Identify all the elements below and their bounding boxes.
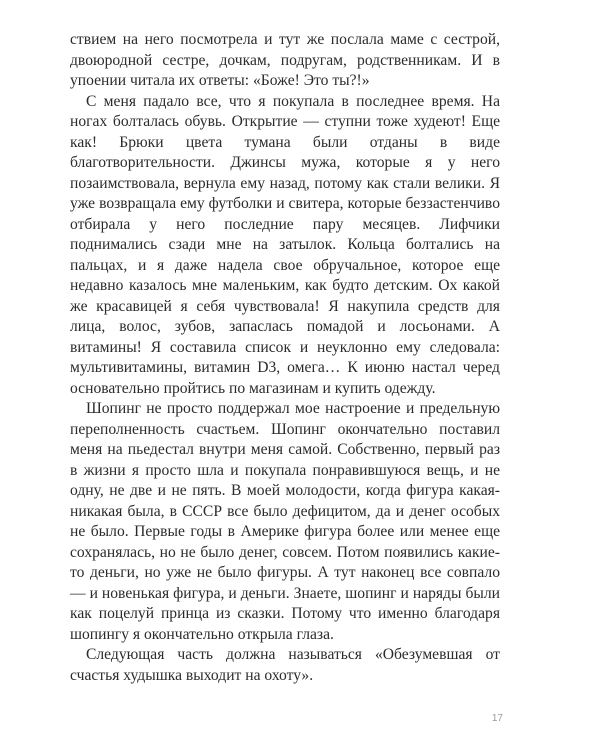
- body-text: [70, 30, 500, 686]
- paragraph-continued: ствием на него посмотрела и тут же послала маме с сестрой, двоюродной сестре, дочкам, подругам, родственникам. И в упоении читала их ответы: «Боже! Это ты?!»: [70, 31, 500, 89]
- paragraph-shopping: Шопинг не просто поддержал мое настроение и предельную переполненность счастьем. Шопинг окончательно поставил меня на пьедестал внутри меня самой. Собственно, первый раз в жизни я просто шла и покупала понравившуюся вещь, и не одну, не две и не пять. В моей молодости, когда фигура какая-никакая была, в СССР все было дефицитом, да и денег особых не было. Первые годы в Америке фигура более или менее еще сохранялась, но не было денег, совсем. Потом появились какие-то деньги, но уже не было фигуры. А тут наконец все совпало — и новенькая фигура, и деньги. Знаете, шопинг и наряды были как поцелуй принца из сказки. Потому что именно благодаря шопингу я окончательно открыла глаза.: [70, 400, 500, 643]
- paragraph-next-part: Следующая часть должна называться «Обезумевшая от счастья худышка выходит на охоту».: [70, 646, 500, 684]
- paragraph-losing-clothes: С меня падало все, что я покупала в последнее время. На ногах болталась обувь. Открытие — ступни тоже худеют! Еще как! Брюки цвета тумана были отданы в виде благотворительности. Джинсы мужа, которые я у него позаимствовала, вернула ему назад, потому как стали велики. Я уже возвращала ему футболки и свитера, которые беззастенчиво отбирала у него последние пару месяцев. Лифчики поднимались сзади мне на затылок. Кольца болтались на пальцах, и я даже надела свое обручальное, которое еще недавно казалось мне маленьким, как будто детским. Ох какой же красавицей я себя чувствовала! Я накупила средств для лица, волос, зубов, запаслась помадой и лосьонами. А витамины! Я составила список и неуклонно ему следовала: мультивитамины, витамин D3, омега… К июню настал черед основательно пройтись по магазинам и купить одежду.: [70, 92, 500, 397]
- page-number: 17: [491, 713, 503, 724]
